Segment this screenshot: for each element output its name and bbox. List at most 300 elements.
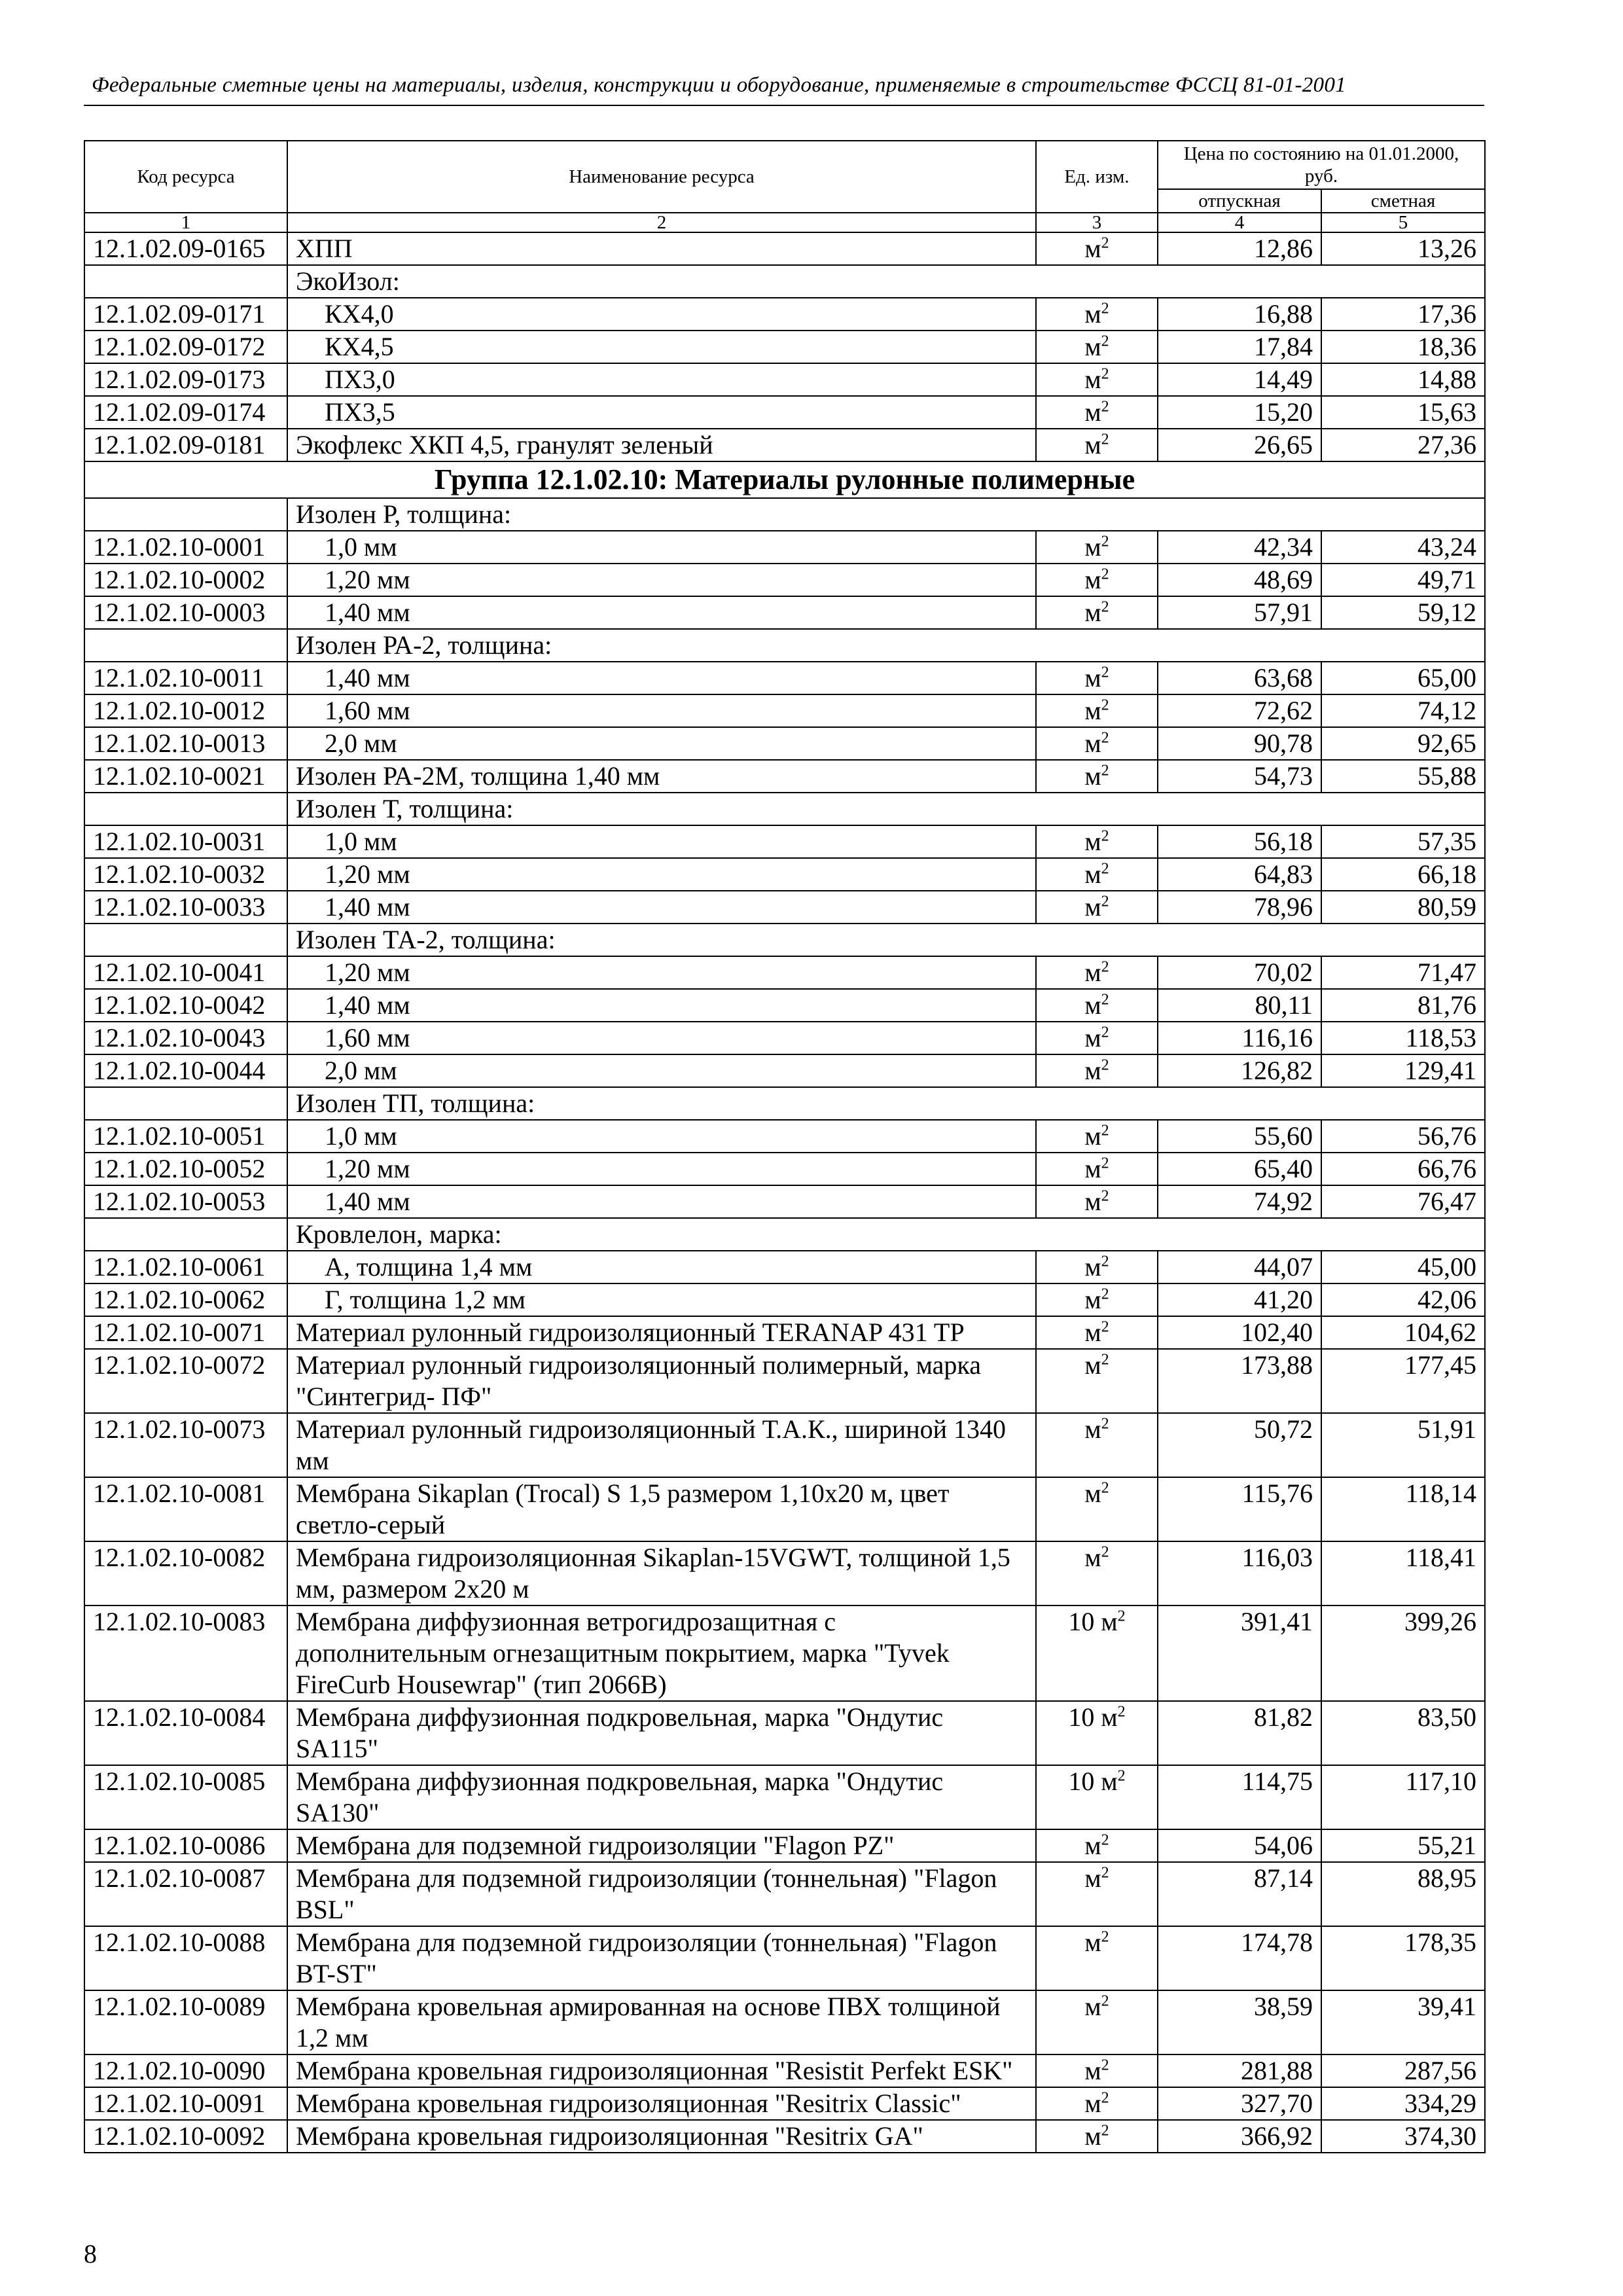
table-row bbox=[84, 1765, 1485, 1829]
cell-resource-name: Мембрана диффузионная ветрогидрозащитная с дополнительным огнезащитным покрытием, марка "Tyvek FireCurb Housewrap" (тип 2066В) bbox=[287, 1605, 1036, 1701]
unit-text: м bbox=[1084, 2121, 1101, 2151]
cell-empty bbox=[84, 629, 287, 662]
cell-release-price: 44,07 bbox=[1158, 1251, 1321, 1283]
cell-resource-code: 12.1.02.10-0043 bbox=[84, 1022, 287, 1054]
cell-estimate-price: 177,45 bbox=[1321, 1349, 1485, 1413]
unit-exponent: 2 bbox=[1101, 598, 1109, 616]
cell-resource-code: 12.1.02.10-0085 bbox=[84, 1765, 287, 1829]
page-number: 8 bbox=[84, 2239, 97, 2269]
unit-exponent: 2 bbox=[1117, 1703, 1126, 1721]
unit-exponent: 2 bbox=[1101, 2089, 1109, 2107]
cell-resource-name: ХПП bbox=[287, 232, 1036, 265]
cell-resource-name: ПХ3,5 bbox=[287, 396, 1036, 429]
cell-release-price: 65,40 bbox=[1158, 1153, 1321, 1185]
unit-text: м bbox=[1084, 1928, 1101, 1957]
cell-release-price: 50,72 bbox=[1158, 1413, 1321, 1477]
cell-unit bbox=[1036, 596, 1158, 629]
table-row bbox=[84, 2120, 1485, 2153]
cell-unit bbox=[1036, 1765, 1158, 1829]
table-row bbox=[84, 1054, 1485, 1087]
cell-resource-name: Экофлекс ХКП 4,5, гранулят зеленый bbox=[287, 429, 1036, 461]
cell-release-price: 57,91 bbox=[1158, 596, 1321, 629]
unit-text: м bbox=[1084, 958, 1101, 987]
cell-unit bbox=[1036, 1701, 1158, 1765]
unit-text: м bbox=[1084, 332, 1101, 361]
cell-release-price: 391,41 bbox=[1158, 1605, 1321, 1701]
cell-empty bbox=[84, 265, 287, 298]
cell-release-price: 116,03 bbox=[1158, 1541, 1321, 1605]
subheader-row bbox=[84, 265, 1485, 298]
unit-text: м bbox=[1084, 234, 1101, 263]
unit-text: м bbox=[1084, 827, 1101, 856]
cell-resource-code: 12.1.02.09-0172 bbox=[84, 331, 287, 363]
cell-estimate-price: 45,00 bbox=[1321, 1251, 1485, 1283]
cell-resource-name: А, толщина 1,4 мм bbox=[287, 1251, 1036, 1283]
cell-resource-code: 12.1.02.10-0032 bbox=[84, 858, 287, 891]
unit-exponent: 2 bbox=[1101, 398, 1109, 416]
subheader-title: Кровлелон, марка: bbox=[287, 1218, 1485, 1251]
subheader-title: Изолен Р, толщина: bbox=[287, 498, 1485, 531]
cell-estimate-price: 118,41 bbox=[1321, 1541, 1485, 1605]
col-number: 3 bbox=[1036, 213, 1158, 232]
cell-resource-name: 1,0 мм bbox=[287, 531, 1036, 564]
unit-text: м bbox=[1084, 1543, 1101, 1572]
cell-resource-code: 12.1.02.10-0082 bbox=[84, 1541, 287, 1605]
table-row bbox=[84, 694, 1485, 727]
col-number: 2 bbox=[287, 213, 1036, 232]
table-row bbox=[84, 891, 1485, 924]
table-row bbox=[84, 363, 1485, 396]
unit-exponent: 2 bbox=[1101, 860, 1109, 878]
cell-release-price: 174,78 bbox=[1158, 1926, 1321, 1990]
cell-unit bbox=[1036, 1990, 1158, 2054]
table-row bbox=[84, 2054, 1485, 2087]
cell-estimate-price: 71,47 bbox=[1321, 956, 1485, 989]
cell-release-price: 38,59 bbox=[1158, 1990, 1321, 2054]
cell-estimate-price: 55,21 bbox=[1321, 1829, 1485, 1862]
cell-release-price: 74,92 bbox=[1158, 1185, 1321, 1218]
cell-estimate-price: 118,53 bbox=[1321, 1022, 1485, 1054]
table-row bbox=[84, 531, 1485, 564]
cell-estimate-price: 104,62 bbox=[1321, 1316, 1485, 1349]
table-row bbox=[84, 429, 1485, 461]
subheader-title: Изолен РА-2, толщина: bbox=[287, 629, 1485, 662]
cell-estimate-price: 178,35 bbox=[1321, 1926, 1485, 1990]
cell-resource-name: Материал рулонный гидроизоляционный TERANAP 431 TP bbox=[287, 1316, 1036, 1349]
subheader-title: Изолен ТП, толщина: bbox=[287, 1087, 1485, 1120]
cell-estimate-price: 49,71 bbox=[1321, 564, 1485, 596]
unit-exponent: 2 bbox=[1101, 234, 1109, 252]
header-rule bbox=[84, 105, 1484, 106]
cell-unit bbox=[1036, 564, 1158, 596]
unit-text: м bbox=[1084, 990, 1101, 1020]
cell-resource-name: 1,0 мм bbox=[287, 1120, 1036, 1153]
cell-resource-code: 12.1.02.10-0011 bbox=[84, 662, 287, 694]
cell-estimate-price: 117,10 bbox=[1321, 1765, 1485, 1829]
cell-resource-name: Мембрана для подземной гидроизоляции (тоннельная) "Flagon BT-ST" bbox=[287, 1926, 1036, 1990]
unit-text: м bbox=[1084, 565, 1101, 594]
cell-resource-name: Изолен РА-2М, толщина 1,40 мм bbox=[287, 760, 1036, 793]
cell-resource-name: 1,40 мм bbox=[287, 596, 1036, 629]
unit-exponent: 2 bbox=[1101, 1024, 1109, 1041]
cell-resource-name: Г, толщина 1,2 мм bbox=[287, 1283, 1036, 1316]
cell-estimate-price: 66,18 bbox=[1321, 858, 1485, 891]
cell-unit bbox=[1036, 363, 1158, 396]
unit-exponent: 2 bbox=[1101, 365, 1109, 383]
cell-unit bbox=[1036, 1349, 1158, 1413]
subheader-title: ЭкоИзол: bbox=[287, 265, 1485, 298]
unit-text: м bbox=[1084, 365, 1101, 394]
table-row bbox=[84, 825, 1485, 858]
cell-unit bbox=[1036, 1185, 1158, 1218]
cell-release-price: 115,76 bbox=[1158, 1477, 1321, 1541]
unit-exponent: 2 bbox=[1101, 664, 1109, 681]
unit-exponent: 2 bbox=[1101, 2122, 1109, 2140]
table-row bbox=[84, 564, 1485, 596]
cell-unit bbox=[1036, 1862, 1158, 1926]
cell-resource-code: 12.1.02.10-0001 bbox=[84, 531, 287, 564]
unit-exponent: 2 bbox=[1101, 1543, 1109, 1561]
cell-unit bbox=[1036, 989, 1158, 1022]
cell-empty bbox=[84, 793, 287, 825]
cell-estimate-price: 129,41 bbox=[1321, 1054, 1485, 1087]
cell-resource-code: 12.1.02.10-0088 bbox=[84, 1926, 287, 1990]
unit-text: 10 м bbox=[1068, 1702, 1118, 1732]
unit-text: м bbox=[1084, 1154, 1101, 1183]
cell-unit bbox=[1036, 1413, 1158, 1477]
cell-release-price: 70,02 bbox=[1158, 956, 1321, 989]
cell-resource-name: Мембрана диффузионная подкровельная, марка "Ондутис SA130" bbox=[287, 1765, 1036, 1829]
unit-text: м bbox=[1084, 430, 1101, 459]
cell-release-price: 90,78 bbox=[1158, 727, 1321, 760]
unit-exponent: 2 bbox=[1101, 1187, 1109, 1205]
unit-exponent: 2 bbox=[1117, 1767, 1126, 1785]
cell-unit bbox=[1036, 1022, 1158, 1054]
cell-resource-name: 1,20 мм bbox=[287, 956, 1036, 989]
unit-exponent: 2 bbox=[1101, 729, 1109, 747]
cell-unit bbox=[1036, 891, 1158, 924]
cell-resource-name: Мембрана кровельная гидроизоляционная "Resitrix Classic" bbox=[287, 2087, 1036, 2120]
unit-exponent: 2 bbox=[1101, 1479, 1109, 1497]
col-header-name: Наименование ресурса bbox=[287, 141, 1036, 213]
cell-unit bbox=[1036, 1120, 1158, 1153]
cell-resource-code: 12.1.02.10-0052 bbox=[84, 1153, 287, 1185]
unit-text: м bbox=[1084, 2056, 1101, 2085]
cell-resource-code: 12.1.02.10-0090 bbox=[84, 2054, 287, 2087]
cell-resource-name: 1,40 мм bbox=[287, 891, 1036, 924]
cell-estimate-price: 83,50 bbox=[1321, 1701, 1485, 1765]
unit-exponent: 2 bbox=[1101, 1992, 1109, 2010]
cell-resource-name: 1,40 мм bbox=[287, 989, 1036, 1022]
cell-unit bbox=[1036, 429, 1158, 461]
cell-release-price: 87,14 bbox=[1158, 1862, 1321, 1926]
subheader-title: Изолен Т, толщина: bbox=[287, 793, 1485, 825]
table-row bbox=[84, 1251, 1485, 1283]
cell-resource-code: 12.1.02.10-0071 bbox=[84, 1316, 287, 1349]
cell-unit bbox=[1036, 727, 1158, 760]
cell-resource-code: 12.1.02.10-0033 bbox=[84, 891, 287, 924]
table-row bbox=[84, 1153, 1485, 1185]
cell-resource-code: 12.1.02.10-0091 bbox=[84, 2087, 287, 2120]
cell-estimate-price: 399,26 bbox=[1321, 1605, 1485, 1701]
unit-text: м bbox=[1084, 1187, 1101, 1216]
unit-exponent: 2 bbox=[1101, 991, 1109, 1009]
price-table-body bbox=[84, 232, 1485, 2153]
cell-estimate-price: 118,14 bbox=[1321, 1477, 1485, 1541]
cell-unit bbox=[1036, 331, 1158, 363]
cell-release-price: 42,34 bbox=[1158, 531, 1321, 564]
cell-unit bbox=[1036, 1477, 1158, 1541]
unit-text: м bbox=[1084, 892, 1101, 922]
table-row bbox=[84, 1349, 1485, 1413]
col-header-unit: Ед. изм. bbox=[1036, 141, 1158, 213]
cell-estimate-price: 287,56 bbox=[1321, 2054, 1485, 2087]
unit-text: м bbox=[1084, 2089, 1101, 2118]
unit-exponent: 2 bbox=[1101, 762, 1109, 780]
col-header-code: Код ресурса bbox=[84, 141, 287, 213]
unit-exponent: 2 bbox=[1101, 1351, 1109, 1369]
cell-resource-name: 1,0 мм bbox=[287, 825, 1036, 858]
cell-unit bbox=[1036, 1283, 1158, 1316]
unit-text: м bbox=[1084, 1863, 1101, 1893]
table-row bbox=[84, 1413, 1485, 1477]
unit-text: м bbox=[1084, 696, 1101, 725]
cell-unit bbox=[1036, 956, 1158, 989]
cell-estimate-price: 55,88 bbox=[1321, 760, 1485, 793]
table-row bbox=[84, 989, 1485, 1022]
table-row bbox=[84, 331, 1485, 363]
cell-release-price: 281,88 bbox=[1158, 2054, 1321, 2087]
cell-resource-name: Мембрана диффузионная подкровельная, марка "Ондутис SA115" bbox=[287, 1701, 1036, 1765]
cell-unit bbox=[1036, 2120, 1158, 2153]
cell-unit bbox=[1036, 825, 1158, 858]
cell-resource-name: Материал рулонный гидроизоляционный полимерный, марка "Синтегрид- ПФ" bbox=[287, 1349, 1036, 1413]
cell-release-price: 102,40 bbox=[1158, 1316, 1321, 1349]
cell-estimate-price: 334,29 bbox=[1321, 2087, 1485, 2120]
cell-unit bbox=[1036, 1829, 1158, 1862]
table-row bbox=[84, 662, 1485, 694]
table-row bbox=[84, 956, 1485, 989]
cell-estimate-price: 43,24 bbox=[1321, 531, 1485, 564]
unit-text: 10 м bbox=[1068, 1607, 1118, 1636]
table-row bbox=[84, 1022, 1485, 1054]
cell-resource-name: 2,0 мм bbox=[287, 727, 1036, 760]
table-row bbox=[84, 1185, 1485, 1218]
cell-resource-code: 12.1.02.10-0062 bbox=[84, 1283, 287, 1316]
unit-exponent: 2 bbox=[1101, 332, 1109, 350]
cell-resource-code: 12.1.02.10-0041 bbox=[84, 956, 287, 989]
unit-exponent: 2 bbox=[1101, 431, 1109, 448]
cell-unit bbox=[1036, 1541, 1158, 1605]
cell-estimate-price: 74,12 bbox=[1321, 694, 1485, 727]
unit-text: м bbox=[1084, 1992, 1101, 2021]
table-row bbox=[84, 396, 1485, 429]
table-row bbox=[84, 1605, 1485, 1701]
unit-text: м bbox=[1084, 663, 1101, 692]
col-header-estimate: сметная bbox=[1321, 189, 1485, 213]
cell-release-price: 12,86 bbox=[1158, 232, 1321, 265]
cell-release-price: 41,20 bbox=[1158, 1283, 1321, 1316]
unit-text: м bbox=[1084, 1318, 1101, 1347]
table-row bbox=[84, 298, 1485, 331]
cell-release-price: 16,88 bbox=[1158, 298, 1321, 331]
unit-text: м bbox=[1084, 532, 1101, 562]
unit-text: м bbox=[1084, 1285, 1101, 1314]
cell-estimate-price: 13,26 bbox=[1321, 232, 1485, 265]
unit-text: м bbox=[1084, 397, 1101, 427]
unit-text: м bbox=[1084, 1252, 1101, 1282]
unit-exponent: 2 bbox=[1101, 1285, 1109, 1303]
cell-unit bbox=[1036, 2054, 1158, 2087]
col-number: 1 bbox=[84, 213, 287, 232]
cell-resource-code: 12.1.02.10-0053 bbox=[84, 1185, 287, 1218]
unit-exponent: 2 bbox=[1101, 565, 1109, 583]
cell-estimate-price: 57,35 bbox=[1321, 825, 1485, 858]
col-number: 5 bbox=[1321, 213, 1485, 232]
cell-resource-code: 12.1.02.10-0061 bbox=[84, 1251, 287, 1283]
unit-text: м bbox=[1084, 1479, 1101, 1508]
cell-unit bbox=[1036, 858, 1158, 891]
subheader-row bbox=[84, 629, 1485, 662]
unit-text: м bbox=[1084, 728, 1101, 758]
cell-release-price: 64,83 bbox=[1158, 858, 1321, 891]
cell-release-price: 56,18 bbox=[1158, 825, 1321, 858]
cell-estimate-price: 92,65 bbox=[1321, 727, 1485, 760]
table-row bbox=[84, 232, 1485, 265]
subheader-row bbox=[84, 924, 1485, 956]
table-row bbox=[84, 760, 1485, 793]
cell-resource-name: Мембрана кровельная армированная на основе ПВХ толщиной 1,2 мм bbox=[287, 1990, 1036, 2054]
cell-unit bbox=[1036, 396, 1158, 429]
cell-release-price: 173,88 bbox=[1158, 1349, 1321, 1413]
cell-resource-name: 1,60 мм bbox=[287, 1022, 1036, 1054]
unit-text: м bbox=[1084, 1414, 1101, 1444]
table-row bbox=[84, 1541, 1485, 1605]
cell-resource-code: 12.1.02.10-0002 bbox=[84, 564, 287, 596]
cell-resource-name: ПХ3,0 bbox=[287, 363, 1036, 396]
cell-release-price: 48,69 bbox=[1158, 564, 1321, 596]
cell-unit bbox=[1036, 1605, 1158, 1701]
cell-resource-name: 1,20 мм bbox=[287, 564, 1036, 596]
unit-text: м bbox=[1084, 1023, 1101, 1052]
cell-estimate-price: 39,41 bbox=[1321, 1990, 1485, 2054]
cell-release-price: 126,82 bbox=[1158, 1054, 1321, 1087]
cell-unit bbox=[1036, 1153, 1158, 1185]
unit-text: м bbox=[1084, 761, 1101, 791]
cell-unit bbox=[1036, 760, 1158, 793]
unit-exponent: 2 bbox=[1101, 827, 1109, 845]
unit-exponent: 2 bbox=[1101, 533, 1109, 550]
cell-empty bbox=[84, 924, 287, 956]
unit-exponent: 2 bbox=[1101, 1864, 1109, 1882]
subheader-row bbox=[84, 1218, 1485, 1251]
cell-resource-name: Мембрана Sikaplan (Trocal) S 1,5 размером 1,10х20 м, цвет светло-серый bbox=[287, 1477, 1036, 1541]
cell-release-price: 55,60 bbox=[1158, 1120, 1321, 1153]
cell-release-price: 114,75 bbox=[1158, 1765, 1321, 1829]
table-row bbox=[84, 727, 1485, 760]
cell-resource-name: 1,40 мм bbox=[287, 662, 1036, 694]
cell-release-price: 327,70 bbox=[1158, 2087, 1321, 2120]
cell-resource-code: 12.1.02.09-0165 bbox=[84, 232, 287, 265]
cell-resource-name: Мембрана кровельная гидроизоляционная "Resitrix GA" bbox=[287, 2120, 1036, 2153]
table-row bbox=[84, 1120, 1485, 1153]
cell-resource-code: 12.1.02.10-0051 bbox=[84, 1120, 287, 1153]
cell-resource-code: 12.1.02.10-0042 bbox=[84, 989, 287, 1022]
unit-exponent: 2 bbox=[1101, 1318, 1109, 1336]
cell-release-price: 116,16 bbox=[1158, 1022, 1321, 1054]
cell-unit bbox=[1036, 694, 1158, 727]
unit-exponent: 2 bbox=[1101, 893, 1109, 910]
cell-release-price: 78,96 bbox=[1158, 891, 1321, 924]
unit-text: м bbox=[1084, 1350, 1101, 1380]
cell-resource-name: Мембрана кровельная гидроизоляционная "Resistit Perfekt ESK" bbox=[287, 2054, 1036, 2087]
cell-unit bbox=[1036, 298, 1158, 331]
cell-estimate-price: 51,91 bbox=[1321, 1413, 1485, 1477]
col-number: 4 bbox=[1158, 213, 1321, 232]
unit-exponent: 2 bbox=[1101, 1928, 1109, 1946]
table-row bbox=[84, 1316, 1485, 1349]
page-header: Федеральные сметные цены на материалы, изделия, конструкции и оборудование, применяемые в строительстве ФССЦ 81-01-2001 bbox=[92, 73, 1346, 97]
cell-resource-name: Материал рулонный гидроизоляционный Т.А.К., шириной 1340 мм bbox=[287, 1413, 1036, 1477]
unit-exponent: 2 bbox=[1101, 958, 1109, 976]
cell-resource-code: 12.1.02.10-0013 bbox=[84, 727, 287, 760]
cell-estimate-price: 15,63 bbox=[1321, 396, 1485, 429]
unit-text: м bbox=[1084, 1121, 1101, 1151]
cell-resource-name: Мембрана гидроизоляционная Sikaplan-15VGWT, толщиной 1,5 мм, размером 2х20 м bbox=[287, 1541, 1036, 1605]
cell-resource-name: Мембрана для подземной гидроизоляции "Flagon PZ" bbox=[287, 1829, 1036, 1862]
cell-estimate-price: 56,76 bbox=[1321, 1120, 1485, 1153]
cell-estimate-price: 81,76 bbox=[1321, 989, 1485, 1022]
table-row bbox=[84, 1701, 1485, 1765]
unit-exponent: 2 bbox=[1101, 2056, 1109, 2074]
cell-release-price: 54,06 bbox=[1158, 1829, 1321, 1862]
cell-release-price: 17,84 bbox=[1158, 331, 1321, 363]
unit-text: м bbox=[1084, 299, 1101, 329]
cell-unit bbox=[1036, 662, 1158, 694]
unit-exponent: 2 bbox=[1117, 1607, 1126, 1625]
unit-exponent: 2 bbox=[1101, 1253, 1109, 1270]
cell-release-price: 63,68 bbox=[1158, 662, 1321, 694]
cell-estimate-price: 65,00 bbox=[1321, 662, 1485, 694]
cell-resource-name: 2,0 мм bbox=[287, 1054, 1036, 1087]
col-header-price: Цена по состоянию на 01.01.2000, руб. bbox=[1158, 141, 1485, 189]
cell-resource-code: 12.1.02.10-0089 bbox=[84, 1990, 287, 2054]
unit-text: м bbox=[1084, 1056, 1101, 1085]
cell-unit bbox=[1036, 1054, 1158, 1087]
cell-resource-code: 12.1.02.10-0073 bbox=[84, 1413, 287, 1477]
cell-resource-code: 12.1.02.10-0081 bbox=[84, 1477, 287, 1541]
cell-empty bbox=[84, 1087, 287, 1120]
cell-unit bbox=[1036, 1251, 1158, 1283]
unit-exponent: 2 bbox=[1101, 1056, 1109, 1074]
unit-text: м bbox=[1084, 859, 1101, 889]
unit-exponent: 2 bbox=[1101, 1415, 1109, 1433]
cell-resource-code: 12.1.02.10-0003 bbox=[84, 596, 287, 629]
cell-resource-code: 12.1.02.09-0181 bbox=[84, 429, 287, 461]
subheader-row bbox=[84, 793, 1485, 825]
table-row bbox=[84, 1283, 1485, 1316]
col-header-release: отпускная bbox=[1158, 189, 1321, 213]
table-row bbox=[84, 596, 1485, 629]
cell-estimate-price: 80,59 bbox=[1321, 891, 1485, 924]
cell-estimate-price: 14,88 bbox=[1321, 363, 1485, 396]
group-header-row bbox=[84, 461, 1485, 498]
table-row bbox=[84, 2087, 1485, 2120]
cell-empty bbox=[84, 498, 287, 531]
cell-unit bbox=[1036, 531, 1158, 564]
unit-exponent: 2 bbox=[1101, 1155, 1109, 1172]
cell-resource-code: 12.1.02.09-0171 bbox=[84, 298, 287, 331]
